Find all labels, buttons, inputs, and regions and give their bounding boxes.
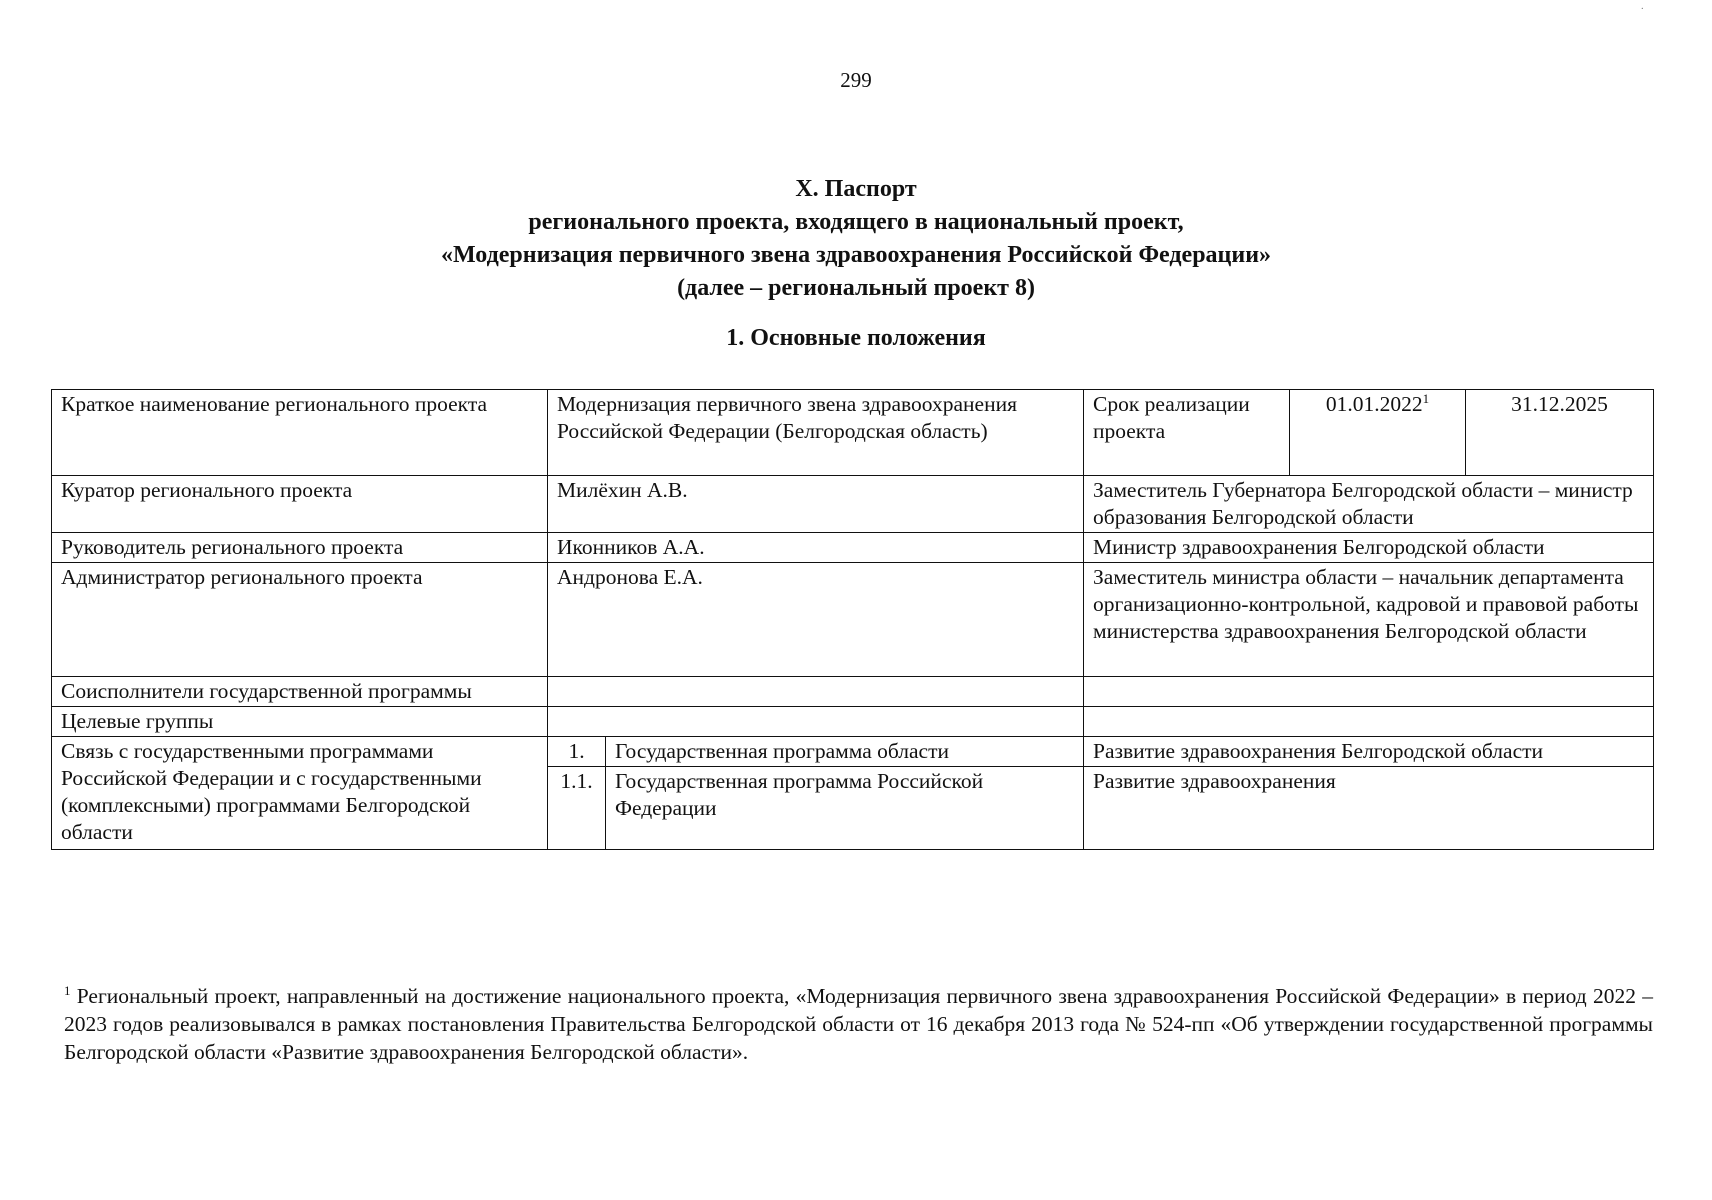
coexecutors-value [548, 677, 1084, 707]
footnote [64, 982, 1653, 1066]
start-date-footnote-ref: 1 [1422, 390, 1430, 406]
table-row-head [52, 533, 1654, 563]
end-date: 31.12.2025 [1466, 390, 1654, 476]
curator-label: Куратор регионального проекта [52, 476, 548, 533]
corner-mark: · [1640, 4, 1644, 15]
coexecutors-extra [1084, 677, 1654, 707]
title-line-3: «Модернизация первичного звена здравоохранения Российской Федерации» [440, 242, 1272, 268]
links-label: Связь с государственными программами Российской Федерации и с государственными (комплексными) программами Белгородской области [52, 737, 548, 850]
coexecutors-label: Соисполнители государственной программы [52, 677, 548, 707]
section-heading: 1. Основные положения [726, 325, 986, 351]
passport-table [51, 389, 1654, 850]
table-row-coexecutors [52, 677, 1654, 707]
table-row-target-groups [52, 707, 1654, 737]
admin-position: Заместитель министра области – начальник департамента организационно-контрольной, кадровой и правовой работы министерства здравоохранения Белгородской области [1084, 563, 1654, 677]
title-line-1: X. Паспорт [795, 176, 917, 202]
target-groups-extra [1084, 707, 1654, 737]
start-date-cell [1290, 390, 1466, 476]
curator-position: Заместитель Губернатора Белгородской области – министр образования Белгородской области [1084, 476, 1654, 533]
head-position: Министр здравоохранения Белгородской области [1084, 533, 1654, 563]
head-name: Иконников А.А. [548, 533, 1084, 563]
table-row-short-name [52, 390, 1654, 476]
document-title [0, 173, 1712, 305]
table-row-links-1 [52, 737, 1654, 767]
title-line-4: (далее – региональный проект 8) [677, 275, 1035, 301]
target-groups-label: Целевые группы [52, 707, 548, 737]
link-program-name: Развитие здравоохранения [1084, 767, 1654, 850]
link-number: 1.1. [548, 767, 606, 850]
link-number: 1. [548, 737, 606, 767]
term-label: Срок реализации проекта [1084, 390, 1290, 476]
footnote-text: Региональный проект, направленный на достижение национального проекта, «Модернизация первичного звена здравоохранения Российской Федерации» в период 2022 – 2023 годов реализовывался в рамках постановления Правительства Белгородской области от 16 декабря 2013 года № 524-пп «Об утверждении государственной программы Белгородской области «Развитие здравоохранения Белгородской области». [64, 984, 1653, 1064]
admin-name: Андронова Е.А. [548, 563, 1084, 677]
start-date: 01.01.2022 [1325, 392, 1423, 416]
head-label: Руководитель регионального проекта [52, 533, 548, 563]
footnote-marker: 1 [64, 982, 71, 998]
short-name-value: Модернизация первичного звена здравоохранения Российской Федерации (Белгородская область) [548, 390, 1084, 476]
target-groups-value [548, 707, 1084, 737]
link-program: Государственная программа Российской Федерации [606, 767, 1084, 850]
short-name-label: Краткое наименование регионального проекта [52, 390, 548, 476]
curator-name: Милёхин А.В. [548, 476, 1084, 533]
title-line-2: регионального проекта, входящего в национальный проект, [528, 209, 1184, 235]
page-number: 299 [840, 68, 872, 92]
table-row-curator [52, 476, 1654, 533]
link-program: Государственная программа области [606, 737, 1084, 767]
admin-label: Администратор регионального проекта [52, 563, 548, 677]
table-row-admin [52, 563, 1654, 677]
link-program-name: Развитие здравоохранения Белгородской области [1084, 737, 1654, 767]
